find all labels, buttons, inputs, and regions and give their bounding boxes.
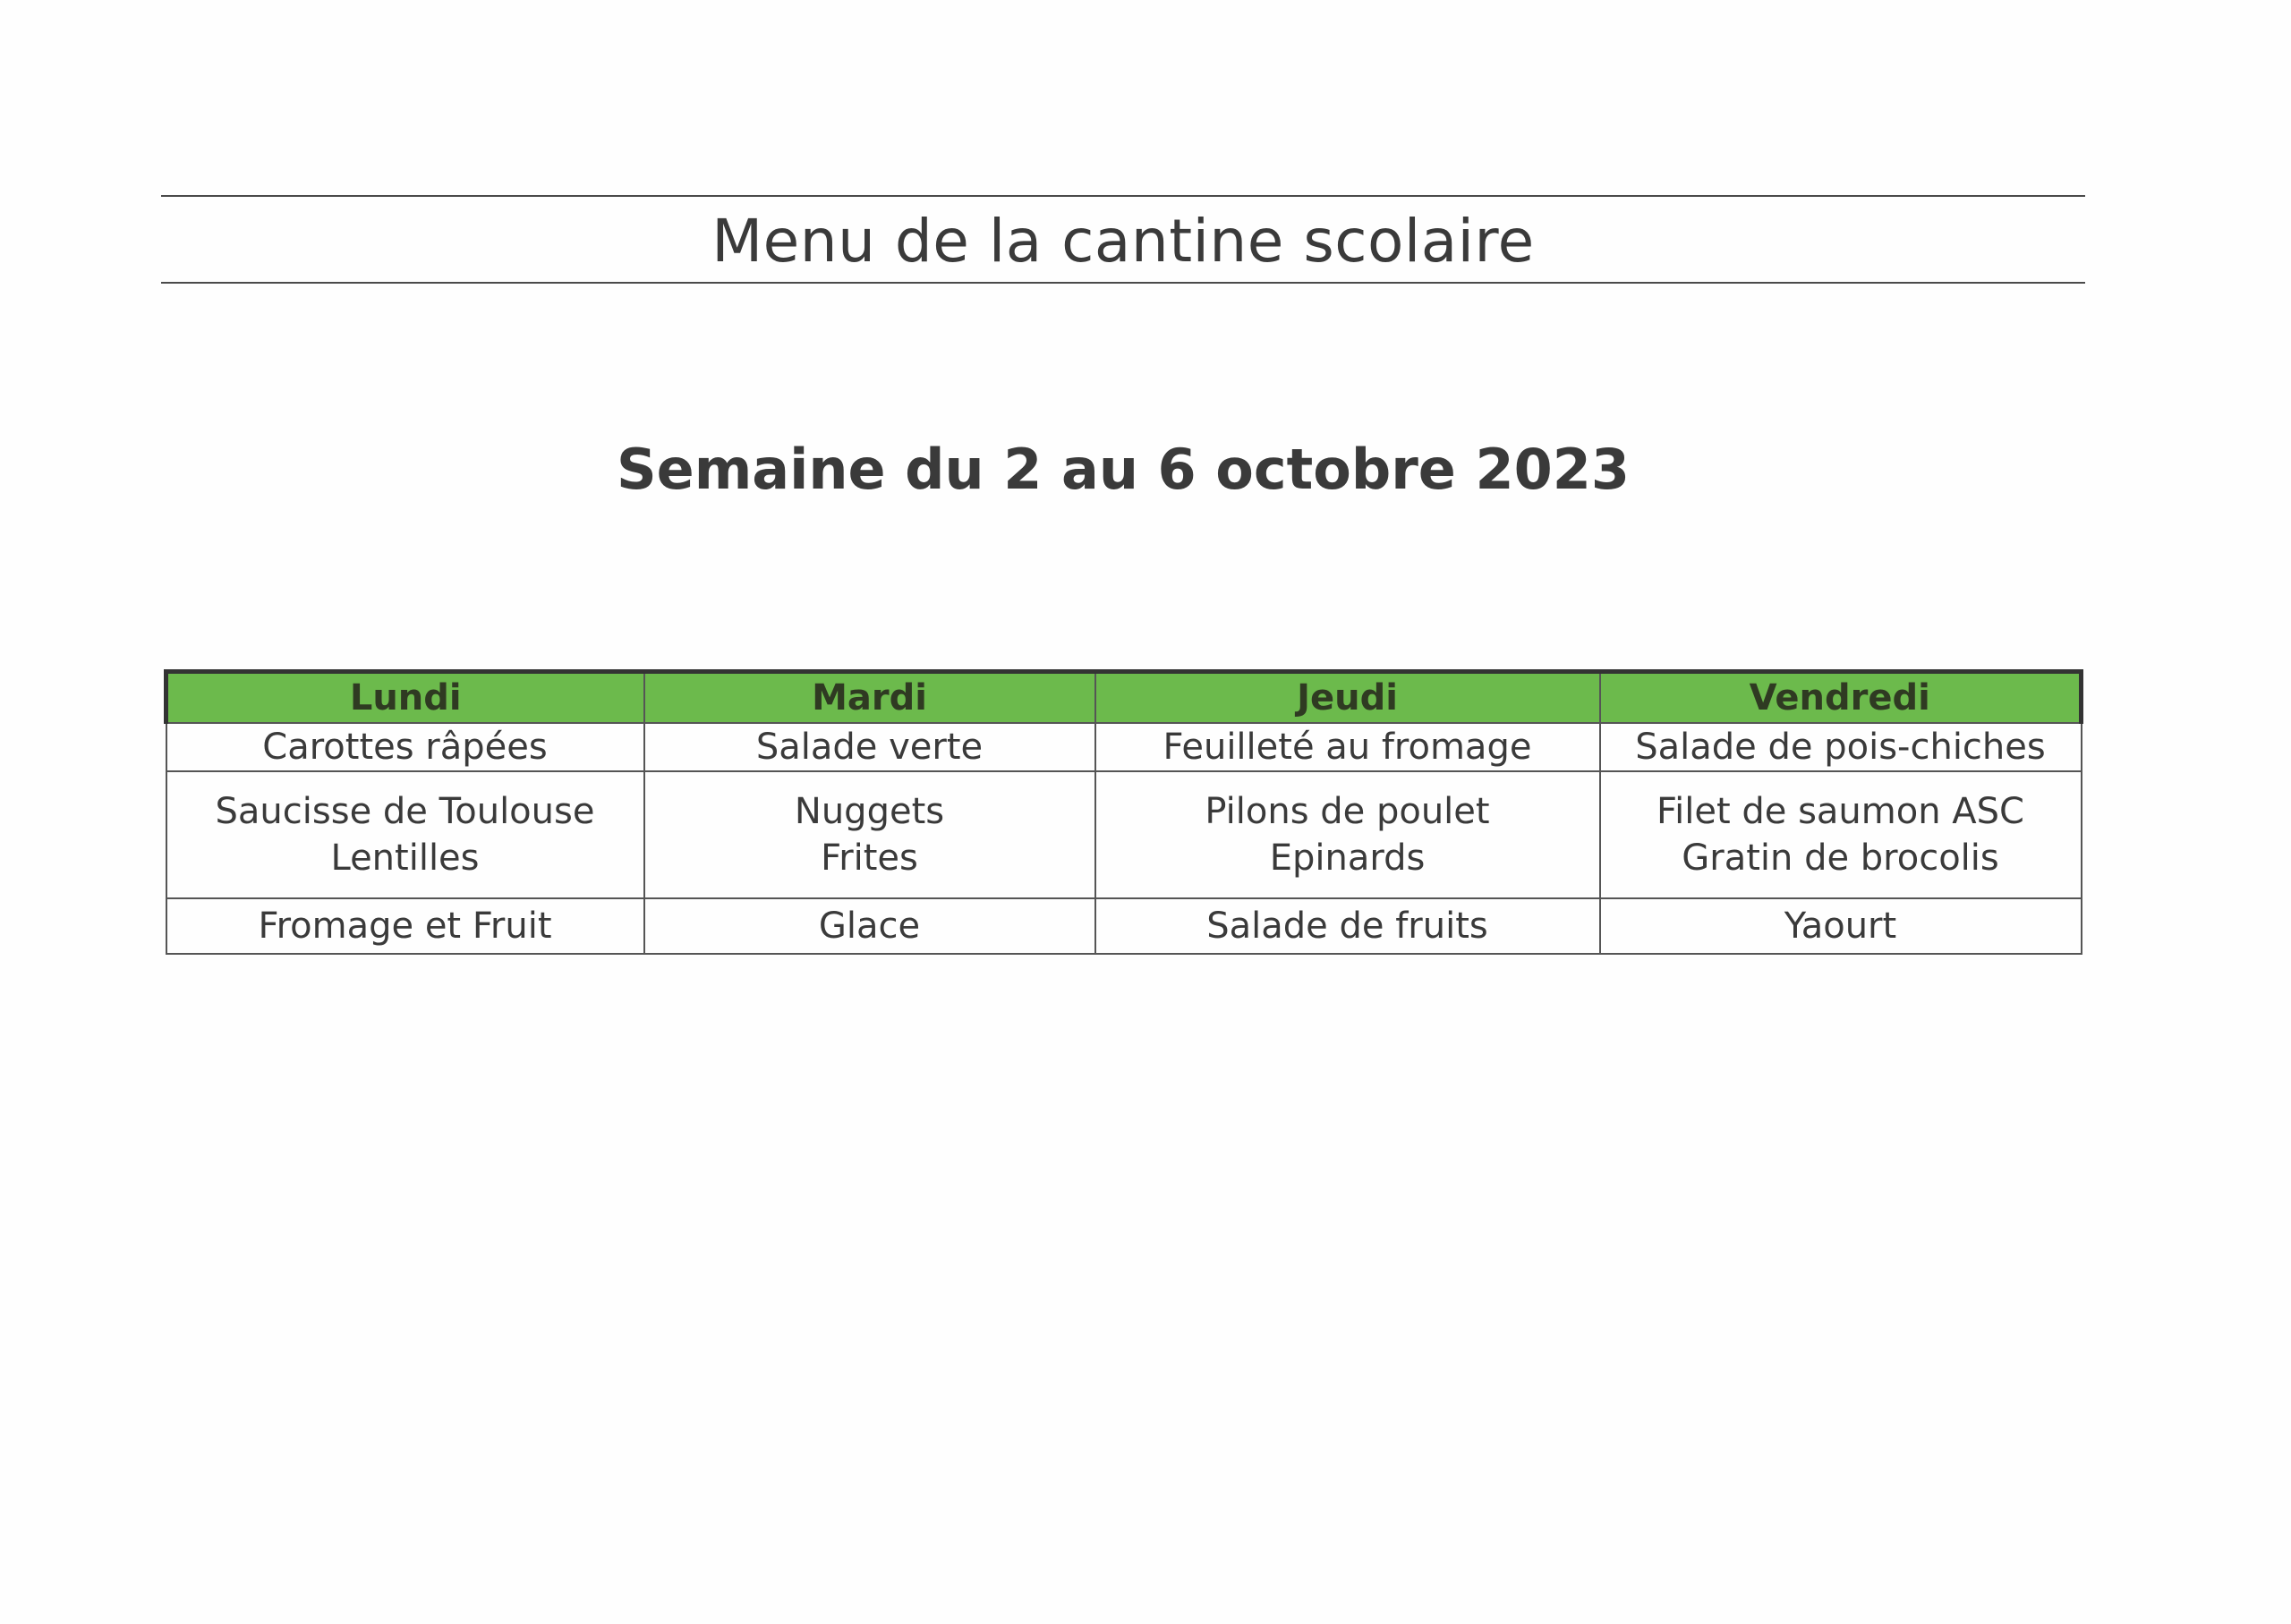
cell-mardi-starter: Salade verte [644,723,1095,771]
cell-vendredi-dessert: Yaourt [1600,898,2082,954]
table-row-main [166,771,2082,898]
cell-line: Gratin de brocolis [1682,838,1999,879]
cell-jeudi-dessert: Salade de fruits [1095,898,1600,954]
cell-line: Frites [821,838,918,879]
table-row-dessert [166,898,2082,954]
column-header-lundi: Lundi [166,672,644,724]
cell-vendredi-starter: Salade de pois-chiches [1600,723,2082,771]
cell-line: Filet de saumon ASC [1657,791,2024,832]
cell-line: Saucisse de Toulouse [215,791,595,832]
cell-mardi-dessert: Glace [644,898,1095,954]
cell-vendredi-main [1600,771,2082,898]
cell-jeudi-main [1095,771,1600,898]
cell-jeudi-starter: Feuilleté au fromage [1095,723,1600,771]
menu-header-row [166,672,2082,724]
week-title: Semaine du 2 au 6 octobre 2023 [616,437,1630,502]
cell-lundi-dessert: Fromage et Fruit [166,898,644,954]
cell-mardi-main [644,771,1095,898]
title-rule-bottom [161,282,2085,284]
title-rule-top [161,195,2085,197]
column-header-jeudi: Jeudi [1095,672,1600,724]
cell-lundi-main [166,771,644,898]
page-title: Menu de la cantine scolaire [711,207,1535,276]
menu-table [164,669,2083,955]
table-row-starter [166,723,2082,771]
cell-lundi-starter: Carottes râpées [166,723,644,771]
cell-line: Nuggets [794,791,945,832]
cell-line: Lentilles [330,838,480,879]
column-header-vendredi: Vendredi [1600,672,2082,724]
cell-line: Epinards [1269,838,1426,879]
column-header-mardi: Mardi [644,672,1095,724]
cell-line: Pilons de poulet [1205,791,1490,832]
